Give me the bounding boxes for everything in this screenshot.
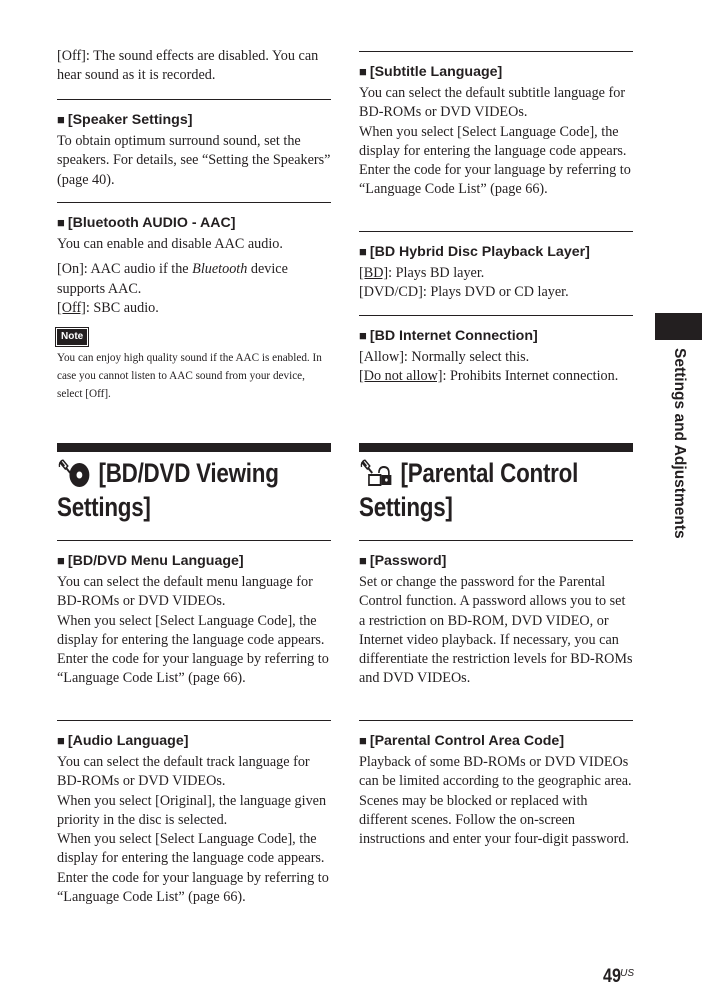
- parental-lock-icon: [359, 458, 394, 488]
- password-section: [359, 552, 633, 689]
- internet-connection-section: [359, 327, 633, 387]
- internet-option-allow: [Allow]: Normally select this.: [359, 349, 530, 365]
- section-bar: [57, 443, 331, 452]
- speaker-settings-heading: ■ [Speaker Settings]: [57, 112, 193, 128]
- page-number: $49^{US}$: [603, 966, 635, 987]
- menu-language-section: [57, 552, 331, 689]
- divider: [359, 231, 633, 232]
- divider: [359, 540, 633, 541]
- area-code-section: [359, 732, 633, 849]
- subtitle-language-section: [359, 63, 633, 200]
- off-option-text: [Off]: The sound effects are disabled. You can hear sound as it is recorded.: [57, 48, 319, 84]
- audio-language-body: You can select the default track language for BD-ROMs or DVD VIDEOs. When you select [Original], the language given priority in the disc is selected. When you select [Select Language Code], the display for entering the language code appears. Enter the code for your language by referring to “Language Code List” (page 66).: [57, 754, 329, 906]
- divider: [57, 720, 331, 721]
- bluetooth-aac-on-option: [On]: AAC audio if the Bluetooth device supports AAC.: [57, 261, 288, 297]
- hybrid-disc-option-dvd: [DVD/CD]: Plays DVD or CD layer.: [359, 284, 569, 301]
- divider: [57, 540, 331, 541]
- divider: [57, 99, 331, 100]
- subtitle-language-heading: ■ [Subtitle Language]: [359, 64, 503, 80]
- password-body: Set or change the password for the Parental Control function. A password allows you to set a restriction on BD-ROM, DVD VIDEO, or Internet video playback. If necessary, you can differentiate the restriction levels for BD-ROMs and DVD VIDEOs.: [359, 574, 633, 687]
- bluetooth-aac-off-option: [Off]: SBC audio.: [57, 299, 159, 316]
- internet-option-do-not-allow: [Do not allow]: Prohibits Internet connection.: [359, 368, 619, 385]
- speaker-settings-body: To obtain optimum surround sound, set the speakers. For details, see “Setting the Speakers” (page 40).: [57, 133, 331, 188]
- audio-language-heading: ■ [Audio Language]: [57, 733, 189, 749]
- divider: [359, 51, 633, 52]
- divider: [359, 315, 633, 316]
- area-code-body: Playback of some BD-ROMs or DVD VIDEOs can be limited according to the geographic area. Scenes may be blocked or replaced with different scenes. Follow the on-screen instructions and enter your four-digit password.: [359, 754, 632, 848]
- speaker-settings-section: [57, 111, 331, 190]
- hybrid-disc-section: [359, 243, 633, 303]
- chapter-tab-marker: [655, 313, 702, 340]
- area-code-heading: ■ [Parental Control Area Code]: [359, 733, 565, 749]
- internet-connection-heading: ■ [BD Internet Connection]: [359, 328, 538, 344]
- divider: [57, 202, 331, 203]
- bd-dvd-viewing-title: [BD/DVD Viewing Settings]: [57, 458, 279, 522]
- note-text: You can enjoy high quality sound if the AAC is enabled. In case you cannot listen to AAC sound from your device, select [Off].: [57, 352, 322, 401]
- section-bar: [359, 443, 633, 452]
- note-badge: Note: [57, 326, 331, 345]
- subtitle-language-body: You can select the default subtitle language for BD-ROMs or DVD VIDEOs. When you select [Select Language Code], the display for entering the language code appears. Enter the code for your language by referring to “Language Code List” (page 66).: [359, 85, 631, 198]
- password-heading: ■ [Password]: [359, 553, 447, 569]
- bluetooth-aac-body: You can enable and disable AAC audio.: [57, 236, 283, 252]
- hybrid-disc-heading: ■ [BD Hybrid Disc Playback Layer]: [359, 244, 590, 260]
- menu-language-body: You can select the default menu language for BD-ROMs or DVD VIDEOs. When you select [Select Language Code], the display for entering the language code appears. Enter the code for your language by referring to “Language Code List” (page 66).: [57, 574, 329, 687]
- audio-language-section: [57, 732, 331, 907]
- disc-settings-icon: [57, 458, 92, 488]
- chapter-side-label: Settings and Adjustments: [671, 348, 688, 539]
- bluetooth-aac-section: [57, 214, 331, 403]
- hybrid-disc-option-bd: [BD]: Plays BD layer.: [359, 265, 485, 281]
- menu-language-heading: ■ [BD/DVD Menu Language]: [57, 553, 244, 569]
- bluetooth-aac-heading: ■ [Bluetooth AUDIO - AAC]: [57, 215, 236, 231]
- parental-control-title: [Parental Control Settings]: [359, 458, 579, 522]
- divider: [359, 720, 633, 721]
